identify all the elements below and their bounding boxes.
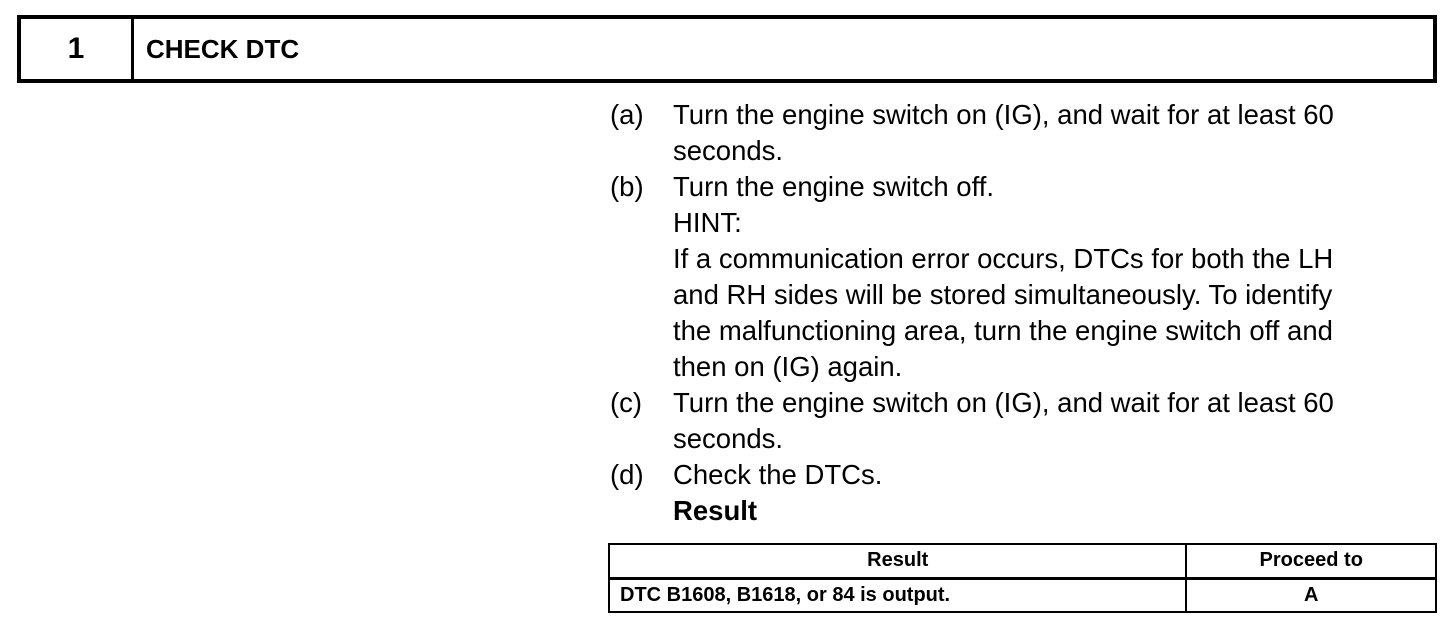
step-label: (c) bbox=[610, 387, 643, 418]
step-body bbox=[673, 457, 1440, 529]
step-text-line: Turn the engine switch off. bbox=[673, 171, 995, 202]
result-heading: Result bbox=[673, 495, 758, 526]
step-label: (a) bbox=[610, 99, 644, 130]
procedure-steps bbox=[610, 97, 1440, 529]
column-header-proceed-to: Proceed to bbox=[1186, 544, 1436, 578]
step-text-line: Check the DTCs. bbox=[673, 459, 883, 490]
step-number: 1 bbox=[21, 19, 134, 79]
result-condition-cell: DTC B1608, B1618, or 84 is output. bbox=[609, 578, 1186, 612]
step-text-line: Turn the engine switch on (IG), and wait for at least 60 bbox=[673, 387, 1334, 418]
step-b bbox=[610, 169, 1440, 385]
table-header-row bbox=[609, 544, 1436, 578]
step-body bbox=[673, 97, 1440, 169]
step-title: CHECK DTC bbox=[146, 33, 300, 64]
hint-text-line: If a communication error occurs, DTCs for both the LH bbox=[673, 243, 1334, 274]
hint-text-line: the malfunctioning area, turn the engine switch off and bbox=[673, 315, 1333, 346]
result-table bbox=[608, 543, 1437, 613]
step-text-line: Turn the engine switch on (IG), and wait for at least 60 bbox=[673, 99, 1334, 130]
step-c bbox=[610, 385, 1440, 457]
step-a bbox=[610, 97, 1440, 169]
hint-label: HINT: bbox=[673, 207, 742, 238]
step-body bbox=[673, 169, 1440, 385]
step-label: (b) bbox=[610, 171, 644, 202]
step-d bbox=[610, 457, 1440, 529]
proceed-to-cell: A bbox=[1186, 578, 1436, 612]
step-body bbox=[673, 385, 1440, 457]
step-header bbox=[17, 15, 1437, 83]
table-row bbox=[609, 578, 1436, 612]
column-header-result: Result bbox=[609, 544, 1186, 578]
hint-text-line: and RH sides will be stored simultaneously. To identify bbox=[673, 279, 1333, 310]
step-text-line: seconds. bbox=[673, 135, 784, 166]
step-text-line: seconds. bbox=[673, 423, 784, 454]
step-label: (d) bbox=[610, 459, 644, 490]
hint-text-line: then on (IG) again. bbox=[673, 351, 903, 382]
